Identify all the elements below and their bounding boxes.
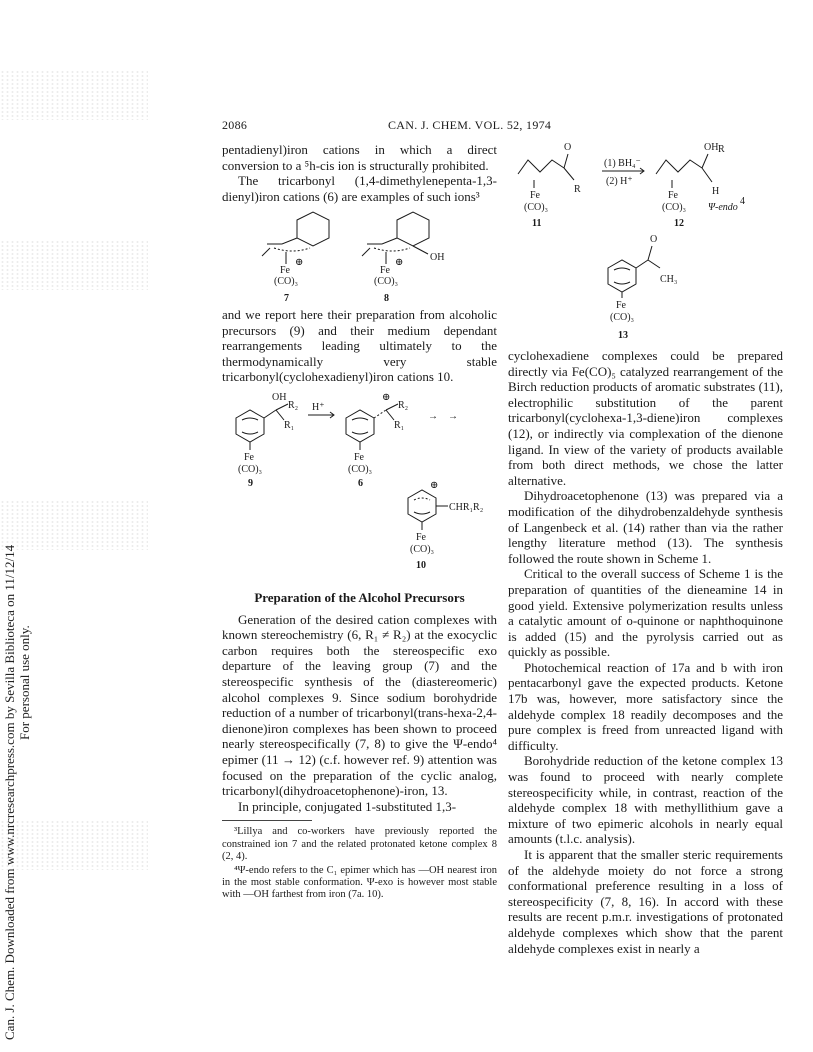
compound-number: 6 [358, 478, 363, 489]
r-label: R [574, 184, 581, 195]
structures-7-8 [222, 210, 497, 302]
structure-11 [518, 142, 581, 229]
oh-label: OH [430, 252, 445, 263]
cation-charge: ⊕ [395, 257, 404, 268]
journal-running-head: CAN. J. CHEM. VOL. 52, 1974 [388, 118, 552, 132]
scan-speckle [0, 70, 148, 120]
o-label: O [564, 142, 572, 153]
paragraph-dihydroacetophenone: Dihydroacetophenone (13) was prepared via a modification of the dihydrobenzaldehyde synthesis of Langenbeck et al. (14) rather than via the rather lengthy literature method (13). The synthesis followed the route shown in Scheme 1. [508, 488, 783, 566]
footnote-rule [222, 820, 312, 821]
structure-6 [346, 392, 408, 489]
fe-label: Fe [380, 265, 390, 276]
reagent-step-1: (1) BH₄⁻ [604, 158, 641, 169]
reaction-arrow: → [448, 411, 458, 422]
personal-use-line: For personal use only. [17, 625, 32, 740]
footnote-marker: 4 [740, 196, 745, 207]
scheme-9-to-10 [222, 388, 497, 578]
fe-label: Fe [616, 300, 626, 311]
co3-label: (CO)₃ [524, 202, 549, 213]
page-number: 2086 [222, 118, 248, 132]
compound-number: 12 [674, 218, 684, 229]
cation-charge: ⊕ [382, 392, 391, 403]
structure-12 [656, 142, 745, 229]
chr1r2-label: CHR₁R₂ [449, 502, 484, 513]
h-label: H [712, 186, 720, 197]
download-notice [2, 140, 32, 1040]
co3-label: (CO)₃ [274, 276, 299, 287]
paragraph-apparent: It is apparent that the smaller steric requirements of the aldehyde moiety do not force a strong conformational preference resulting in a loss of stereospecificity (7, 8, 16). In accord with these results are recent p.m.r. investigations of protonated aldehyde complexes which show that the parent aldehyde complexes exist in nearly a [508, 847, 783, 956]
footnote-4: ⁴Ψ-endo refers to the C₁ epimer which has —OH nearest iron in the most stable conformation. Ψ-exo is however most stable with —OH farthest from iron (7a. 10). [222, 864, 497, 901]
paragraph-critical: Critical to the overall success of Scheme 1 is the preparation of quantities of the dieneamine 14 in good yield. Extensive polymerization results unless a catalytic amount of o-quinone or naphthoquinone is added (15) and the pyrolysis carried out as quickly as possible. [508, 566, 783, 660]
paragraph-photochemical: Photochemical reaction of 17a and b with iron pentacarbonyl gave the expected products. Ketone 17b was, however, more satisfactory since the aldehyde complex 18 readily decomposes and the pure complex is freed from unreacted ligand with difficulty. [508, 659, 783, 753]
compound-number: 7 [284, 293, 289, 302]
structure-9 [236, 392, 298, 489]
o-label: O [650, 234, 658, 245]
co3-label: (CO)₃ [662, 202, 687, 213]
compound-number: 9 [248, 478, 253, 489]
footnote-3: ³Lillya and co-workers have previously reported the constrained ion 7 and the related protonated ketone complex 8 (2, 4). [222, 826, 497, 863]
left-column [222, 142, 497, 204]
compound-number: 11 [532, 218, 542, 229]
r2-label: R₂ [398, 400, 409, 411]
co3-label: (CO)₃ [348, 464, 373, 475]
compound-number: 8 [384, 293, 389, 302]
reaction-arrow: → [428, 411, 438, 422]
fe-label: Fe [668, 190, 678, 201]
paragraph-intro: pentadienyl)iron cations in which a direct conversion to a ⁵h-cis ion is structurally prohibited. [222, 142, 497, 173]
download-sidebar [0, 0, 150, 1052]
paragraph-generation: Generation of the desired cation complexes with known stereochemistry (6, R₁ ≠ R₂) at the exocyclic carbon requires both the stereospecific exo departure of the leaving group (7) and the stereospecific synthesis of the (diastereomeric) alcohol complexes 9. Since sodium borohydride reduction of a number of tricarbonyl(trans-hexa-2,4-dienone)iron complexes has been shown to proceed nearly stereospecifically (7, 8) to give the Ψ-endo⁴ epimer (11 → 12) (c.f. however ref. 9) attention was focused on the preparation of the cyclic analog, tricarbonyl(dihydroacetophenone)-iron, 13. [222, 611, 497, 799]
structure-13 [608, 234, 677, 341]
right-column [508, 348, 783, 956]
fe-label: Fe [530, 190, 540, 201]
cation-charge: ⊕ [430, 480, 439, 491]
structure-7 [262, 212, 329, 302]
footnotes [222, 826, 497, 901]
left-column-section [222, 582, 497, 903]
download-notice-line: Can. J. Chem. Downloaded from www.nrcresearchpress.com by Sevilla Biblioteca on 11/12/14 [2, 544, 17, 1040]
structures-11-12-13 [508, 140, 783, 345]
paragraph-report: and we report here their preparation from alcoholic precursors (9) and their medium dependant rearrangements leading ultimately to the thermodynamically very stable tricarbonyl(cyclohexadienyl)iron cations 10. [222, 307, 497, 385]
paragraph-principle: In principle, conjugated 1-substituted 1,3- [238, 798, 457, 814]
left-column-continued [222, 307, 497, 385]
cation-charge: ⊕ [295, 257, 304, 268]
r2-label: R₂ [288, 400, 299, 411]
compound-number: 10 [416, 560, 426, 571]
h-plus-reagent: H⁺ [312, 402, 325, 413]
r-label: R [718, 144, 725, 155]
co3-label: (CO)₃ [374, 276, 399, 287]
co3-label: (CO)₃ [238, 464, 263, 475]
oh-label: OH [272, 392, 287, 403]
oh-label: OH [704, 142, 719, 153]
section-title: Preparation of the Alcohol Precursors [254, 590, 465, 605]
fe-label: Fe [416, 532, 426, 543]
structure-10 [408, 480, 483, 571]
fe-label: Fe [244, 452, 254, 463]
co3-label: (CO)₃ [410, 544, 435, 555]
co3-label: (CO)₃ [610, 312, 635, 323]
r1-label: R₁ [284, 420, 295, 431]
paragraph-tricarbonyl: The tricarbonyl (1,4-dimethylenepenta-1,3-dienyl)iron cations (6) are examples of such ions³ [222, 173, 497, 204]
reagent-step-2: (2) H⁺ [606, 176, 633, 187]
paragraph-borohydride: Borohydride reduction of the ketone complex 13 was found to proceed with nearly complete stereospecificity while, in contrast, reaction of the aldehyde complex 18 with methyllithium gave a mixture of two epimeric alcohols in nearly equal amounts (t.l.c. analysis). [508, 753, 783, 847]
structure-8 [362, 212, 444, 302]
compound-number: 13 [618, 330, 628, 341]
fe-label: Fe [280, 265, 290, 276]
fe-label: Fe [354, 452, 364, 463]
paragraph-cyclohexadiene: cyclohexadiene complexes could be prepared directly via Fe(CO)₅ catalyzed rearrangement of the Birch reduction products of aromatic substrates (11), electrophilic substitution of the parent tricarbonyl(cyclohexa-1,3-diene)iron complexes (12), or indirectly via complexation of the dienone ligand. In view of the variety of products available from both direct methods, we chose the latter alternative. [508, 348, 783, 488]
ch3-label: CH₃ [660, 274, 678, 285]
psi-endo-label: Ψ-endo [708, 202, 738, 213]
r1-label: R₁ [394, 420, 405, 431]
